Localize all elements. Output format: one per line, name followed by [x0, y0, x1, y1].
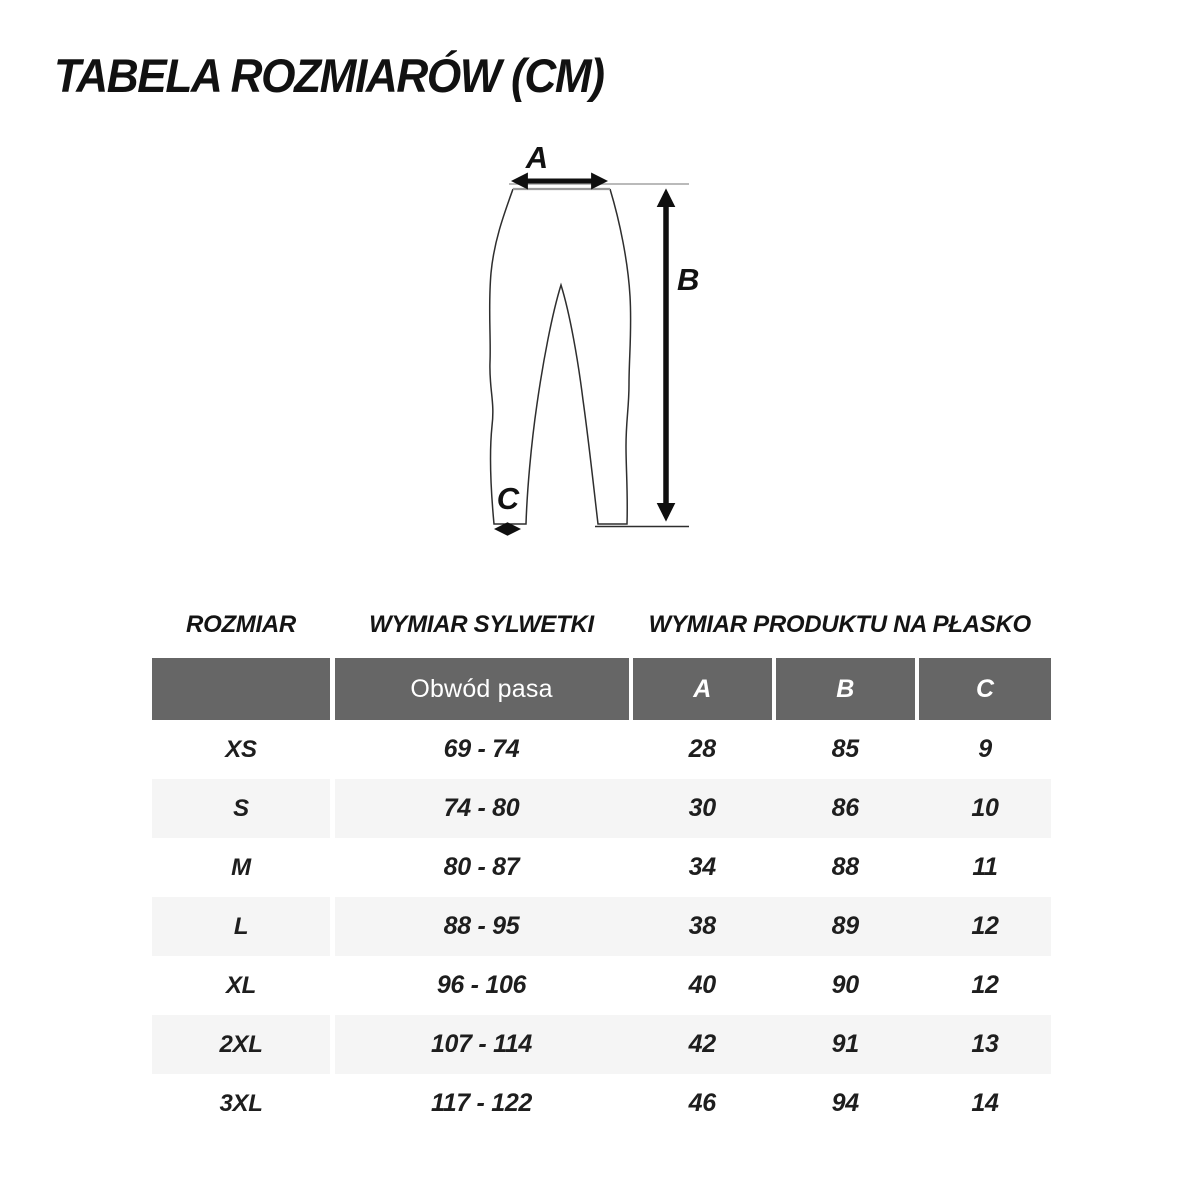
pants-measurement-diagram [440, 130, 720, 560]
b-value-cell: 91 [831, 1030, 859, 1058]
a-value-cell: 42 [688, 1030, 716, 1058]
a-value-cell: 38 [688, 912, 716, 940]
table-row [152, 956, 1051, 1015]
c-value-cell: 9 [978, 735, 992, 763]
c-value-cell: 14 [971, 1089, 999, 1117]
table-row [152, 838, 1051, 897]
size-cell: 3XL [219, 1089, 263, 1117]
table-section-headers [152, 606, 1051, 644]
b-value-cell: 90 [831, 971, 859, 999]
size-cell: 2XL [152, 1015, 330, 1074]
size-cell: XL [225, 971, 257, 999]
size-table [152, 658, 1051, 1133]
c-value-cell: 12 [971, 971, 999, 999]
section-header-wymiar-produktu: WYMIAR PRODUKTU NA PŁASKO [648, 611, 1031, 638]
b-value-cell: 94 [831, 1089, 859, 1117]
b-value-cell: 85 [831, 735, 859, 763]
size-cell: S [152, 779, 330, 838]
header-cell-empty [152, 658, 330, 720]
table-row [152, 1015, 1051, 1074]
header-cell-a: A [633, 658, 772, 720]
pants-diagram-svg [440, 130, 720, 560]
a-value-cell: 46 [688, 1089, 716, 1117]
pants-outline [490, 189, 631, 524]
waist-value-cell: 74 - 80 [443, 794, 520, 822]
waist-value-cell: 80 - 87 [443, 853, 520, 881]
table-row [152, 897, 1051, 956]
table-row [152, 779, 1051, 838]
section-header-rozmiar: ROZMIAR [186, 611, 296, 638]
page-title: TABELA ROZMIARÓW (CM) [54, 49, 604, 102]
b-value-cell: 89 [831, 912, 859, 940]
table-row [152, 720, 1051, 779]
a-value-cell: 30 [688, 794, 716, 822]
a-value-cell: 28 [688, 735, 716, 763]
b-value-cell: 86 [831, 794, 859, 822]
b-value-cell: 88 [831, 853, 859, 881]
c-value-cell: 11 [972, 853, 998, 881]
c-value-cell: 13 [971, 1030, 999, 1058]
size-cell: M [231, 853, 251, 881]
waist-value-cell: 117 - 122 [430, 1089, 533, 1117]
table-body [152, 720, 1051, 1133]
c-value-cell: 10 [971, 794, 999, 822]
header-cell-c: C [919, 658, 1051, 720]
table-header-row [152, 658, 1051, 720]
dim-label-b: B [677, 262, 700, 297]
c-value-cell: 12 [971, 912, 999, 940]
waist-value-cell: 96 - 106 [436, 971, 527, 999]
header-cell-b: B [776, 658, 915, 720]
header-cell-waist: Obwód pasa [335, 658, 629, 720]
a-value-cell: 40 [688, 971, 716, 999]
dim-label-c: C [496, 481, 520, 516]
table-row [152, 1074, 1051, 1133]
a-value-cell: 34 [688, 853, 716, 881]
waist-value-cell: 69 - 74 [443, 735, 520, 763]
waist-value-cell: 107 - 114 [430, 1030, 533, 1058]
section-header-wymiar-sylwetki: WYMIAR SYLWETKI [369, 611, 594, 638]
size-cell: L [152, 897, 330, 956]
dim-label-a: A [525, 140, 549, 175]
size-cell: XS [225, 735, 257, 763]
waist-value-cell: 88 - 95 [443, 912, 520, 940]
